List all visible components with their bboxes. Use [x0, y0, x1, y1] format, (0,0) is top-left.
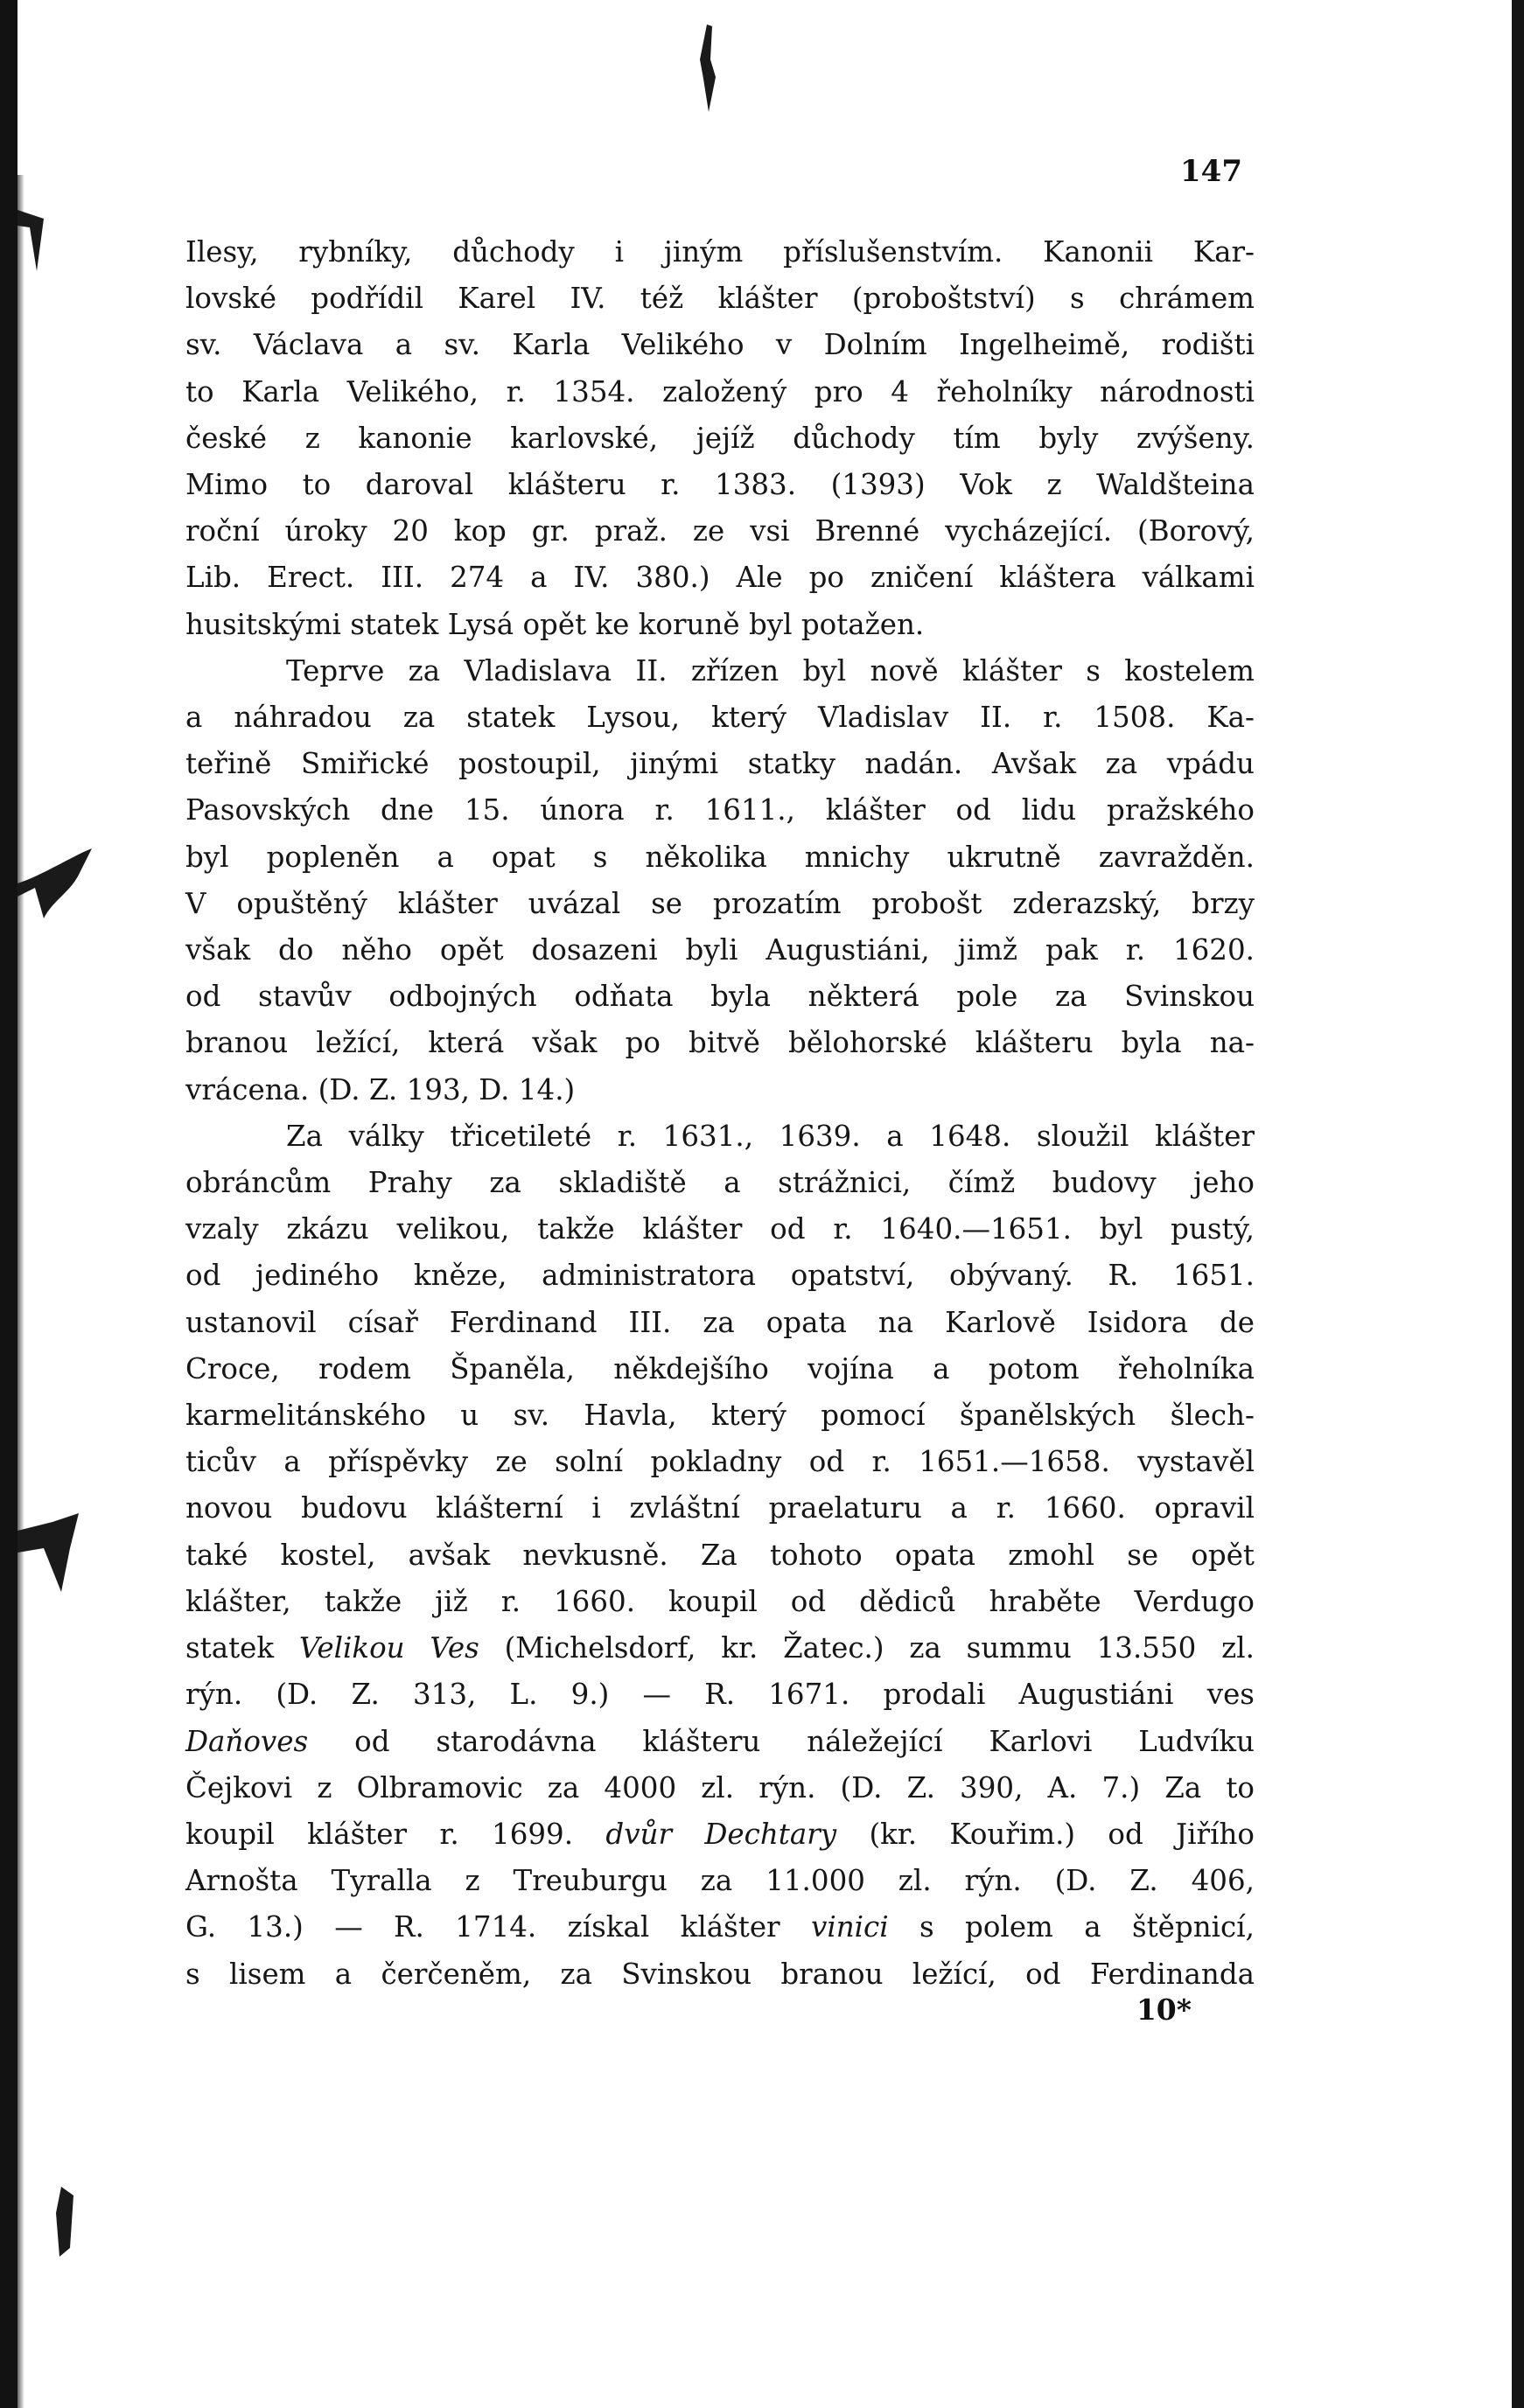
- text-segment: s polem a štěpnicí,: [919, 1910, 1255, 1944]
- text-line: obráncům Prahy za skladiště a strážnici, čímž budovy jeho: [185, 1166, 1255, 1200]
- text-line: Lib. Erect. III. 274 a IV. 380.) Ale po zničení kláštera válkami: [185, 561, 1255, 595]
- text-line: od jediného kněze, administratora opatství, obývaný. R. 1651.: [185, 1259, 1255, 1293]
- text-line: [185, 1719, 1255, 1765]
- text-line: teřině Smiřické postoupil, jinými statky nadán. Avšak za vpádu: [185, 747, 1255, 781]
- binding-mark-icon: [691, 24, 726, 112]
- text-line: Mimo to daroval klášteru r. 1383. (1393) Vok z Waldšteina: [185, 468, 1255, 502]
- text-line: klášter, takže již r. 1660. koupil od dědiců hraběte Verdugo: [185, 1584, 1255, 1618]
- text-line: Arnošta Tyralla z Treuburgu za 11.000 zl. rýn. (D. Z. 406,: [185, 1864, 1255, 1898]
- scan-right-border: [1512, 0, 1524, 2408]
- margin-blot-icon: [17, 201, 52, 271]
- body-text: [185, 229, 1255, 1998]
- text-segment: (kr. Kouřim.) od Jiřího: [869, 1817, 1255, 1851]
- text-line: Pasovských dne 15. února r. 1611., klášter od lidu pražského: [185, 793, 1255, 827]
- text-line: Croce, rodem Španěla, někdejšího vojína a potom řeholníka: [185, 1351, 1255, 1385]
- italic-term: vinici: [810, 1910, 889, 1944]
- text-line: byl popleněn a opat s několika mnichy ukrutně zavražděn.: [185, 840, 1255, 874]
- margin-blot-icon: [52, 2187, 79, 2257]
- text-line: [185, 1625, 1255, 1672]
- text-line: sv. Václava a sv. Karla Velikého v Dolním Ingelheimě, rodišti: [185, 328, 1255, 362]
- text-line: karmelitánského u sv. Havla, který pomocí španělských šlech-: [185, 1399, 1255, 1433]
- text-line: od stavův odbojných odňata byla některá pole za Svinskou: [185, 980, 1255, 1014]
- text-line: ustanovil císař Ferdinand III. za opata na Karlově Isidora de: [185, 1305, 1255, 1339]
- scan-left-shadow: [17, 175, 24, 2408]
- text-segment: od starodávna klášteru náležející Karlovi Ludvíku: [354, 1724, 1255, 1758]
- text-line: Za války třicetileté r. 1631., 1639. a 1648. sloužil klášter: [286, 1119, 1255, 1153]
- page-number: 147: [1180, 154, 1242, 189]
- text-line: české z kanonie karlovské, jejíž důchody tím byly zvýšeny.: [185, 421, 1255, 455]
- text-line: lovské podřídil Karel IV. též klášter (proboštství) s chrámem: [185, 282, 1255, 316]
- text-line: branou ležící, která však po bitvě bělohorské klášteru byla na-: [185, 1026, 1255, 1060]
- text-line: vrácena. (D. Z. 193, D. 14.): [185, 1072, 576, 1106]
- signature-mark: 10*: [1136, 1993, 1192, 2027]
- text-line: [185, 1904, 1255, 1951]
- text-line: ticův a příspěvky ze solní pokladny od r. 1651.—1658. vystavěl: [185, 1445, 1255, 1479]
- text-line: vzaly zkázu velikou, takže klášter od r. 1640.—1651. byl pustý,: [185, 1212, 1255, 1246]
- margin-blot-icon: [17, 1513, 87, 1592]
- text-line: novou budovu klášterní i zvláštní praelaturu a r. 1660. opravil: [185, 1491, 1255, 1525]
- text-segment: G. 13.) — R. 1714. získal klášter: [185, 1910, 780, 1944]
- text-line: také kostel, avšak nevkusně. Za tohoto opata zmohl se opět: [185, 1538, 1255, 1572]
- text-line: Čejkovi z Olbramovic za 4000 zl. rýn. (D. Z. 390, A. 7.) Za to: [185, 1770, 1255, 1804]
- text-line: roční úroky 20 kop gr. praž. ze vsi Brenné vycházející. (Borový,: [185, 514, 1255, 548]
- margin-blot-icon: [17, 848, 96, 927]
- text-line: husitskými statek Lysá opět ke koruně byl potažen.: [185, 607, 925, 641]
- italic-place-name: dvůr Dechtary: [605, 1817, 837, 1851]
- text-line: však do něho opět dosazeni byli Augustiáni, jimž pak r. 1620.: [185, 933, 1255, 967]
- text-line: s lisem a čerčeněm, za Svinskou branou ležící, od Ferdinanda: [185, 1957, 1255, 1991]
- text-segment: statek: [185, 1631, 275, 1665]
- text-line: [185, 1811, 1255, 1858]
- text-line: to Karla Velikého, r. 1354. založený pro 4 řeholníky národnosti: [185, 374, 1255, 408]
- text-segment: (Michelsdorf, kr. Žatec.) za summu 13.550 zl.: [504, 1631, 1255, 1665]
- scan-left-border: [0, 0, 17, 2408]
- text-line: Ilesy, rybníky, důchody i jiným příslušenstvím. Kanonii Kar-: [185, 235, 1255, 269]
- text-line: a náhradou za statek Lysou, který Vladislav II. r. 1508. Ka-: [185, 701, 1255, 735]
- italic-place-name: Daňoves: [185, 1724, 309, 1758]
- italic-place-name: Velikou Ves: [298, 1631, 479, 1665]
- text-line: Teprve za Vladislava II. zřízen byl nově klášter s kostelem: [286, 653, 1255, 688]
- text-line: rýn. (D. Z. 313, L. 9.) — R. 1671. prodali Augustiáni ves: [185, 1678, 1255, 1712]
- text-segment: koupil klášter r. 1699.: [185, 1817, 574, 1851]
- text-line: V opuštěný klášter uvázal se prozatím probošt zderazský, brzy: [185, 886, 1255, 920]
